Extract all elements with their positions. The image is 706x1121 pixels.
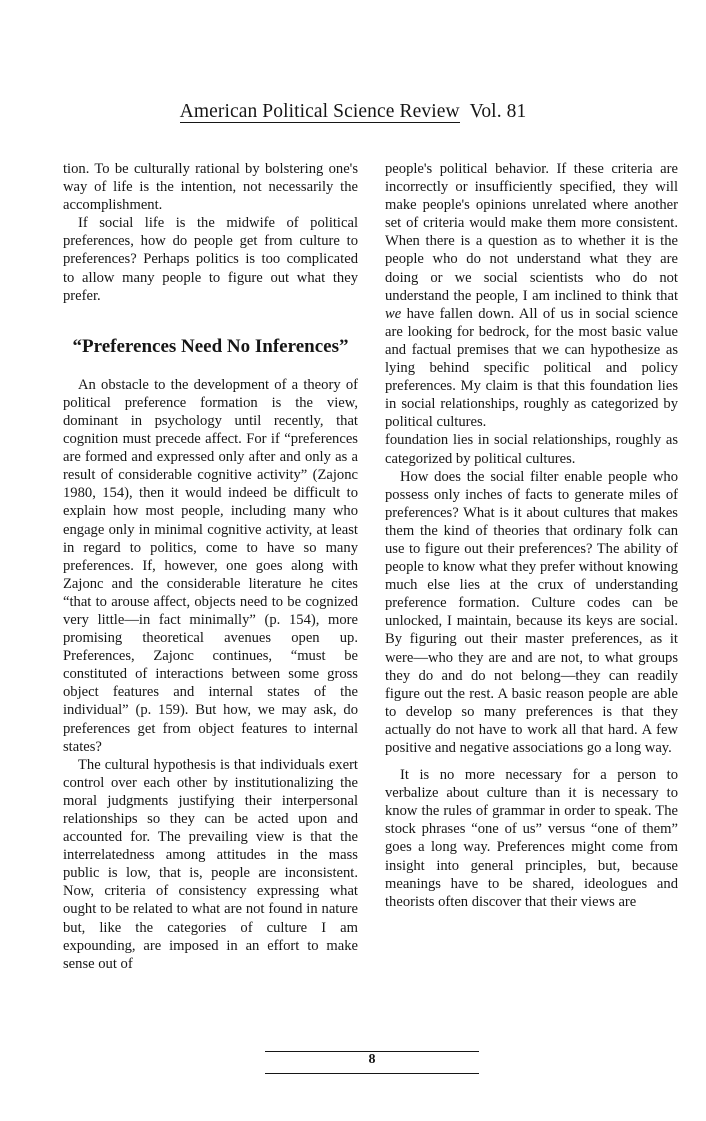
paragraph: If social life is the midwife of political preferences, how do people get from culture to preferences? Perhaps politics is too complicated to allow many people to figure out what they prefer. [63, 215, 358, 304]
page-number: 8 [368, 1052, 376, 1067]
paragraph: An obstacle to the development of a theory of political preference formation is the view, dominant in psychology until recently, that cognition must precede affect. For if “preferences are formed and expressed only after and only as a result of considerable cognitive activity” (Zajonc 1980, 154), then it would indeed be difficult to explain how most people, including many who engage only in minimal cognitive activity, at least in regard to politics, come to have so many preferences. If, however, one goes along with Zajonc and the considerable literature he cites “that to arouse affect, objects need to be cognized very little—in fact minimally” (p. 154), more promising theoretical avenues open up. Preferences, Zajonc continues, “must be constituted of interactions between some gross object features and internal states of the individual” (p. 159). But how, we may ask, do preferences get from object features to internal states? [63, 376, 358, 755]
right-column [385, 160, 678, 911]
emphasis-text: we [385, 305, 402, 322]
paragraph: tion. To be culturally rational by bolstering one's way of life is the intention, not necessarily the accomplishment. [63, 161, 358, 214]
section-heading: “Preferences Need No Inferences” [72, 335, 349, 357]
footer-rule [265, 1073, 479, 1074]
paragraph: How does the social filter enable people who possess only inches of facts to generate miles of preferences? What is it about cultures that makes them the kind of theories that ordinary folk can use to figure out their preferences? The ability of people to know what they prefer without knowing much else lies at the crux of understanding preference formation. Culture codes can be unlocked, I maintain, because its keys are social. By figuring out their master preferences, as it were—who they are and are not, to what groups they do and do not belong—they can readily figure out the rest. A basic reason people are able to develop so many preferences is that they actually do not have to work all that hard. A few positive and negative associations go a long way. [385, 468, 678, 756]
paragraph: The cultural hypothesis is that individuals exert control over each other by institutionalizing the moral judgments justifying their interpersonal relationships so they can be acted upon and accounted for. The prevailing view is that the interrelatedness among attitudes in the mass public is low, that is, people are inconsistent. Now, criteria of consistency expressing what ought to be related to what are not found in nature but, like the categories of culture I am expounding, are imposed in an effort to make sense out of [63, 756, 358, 972]
paragraph: foundation lies in social relationships, roughly as categorized by political cultures. [385, 432, 678, 467]
volume-label: Vol. 81 [469, 101, 527, 122]
left-column [63, 160, 358, 973]
journal-title: American Political Science Review [179, 101, 460, 122]
paragraph: It is no more necessary for a person to verbalize about culture than it is necessary to know the rules of grammar in order to speak. The stock phrases “one of us” versus “one of them” goes a long way. Preferences might come from insight into general principles, but, because meanings have to be shared, ideologues and theorists often discover that their views are [385, 767, 678, 910]
paragraph [385, 160, 678, 431]
paragraph-text: have fallen down. All of us in social science are looking for bedrock, for the most basic value and factual premises that we can hypothesize as lying behind specific political and policy preferences. My claim is that this foundation lies in social relationships, roughly as categorized by political cultures. [385, 305, 678, 431]
running-header [0, 101, 706, 123]
paragraph-text: people's political behavior. If these criteria are incorrectly or insufficiently specified, they will make people's opinions unrelated where another set of criteria would make them more consistent. When there is a question as to whether it is the people who do not understand what they are doing or we social scientists who do not understand the people, I am inclined to think that [385, 161, 678, 304]
